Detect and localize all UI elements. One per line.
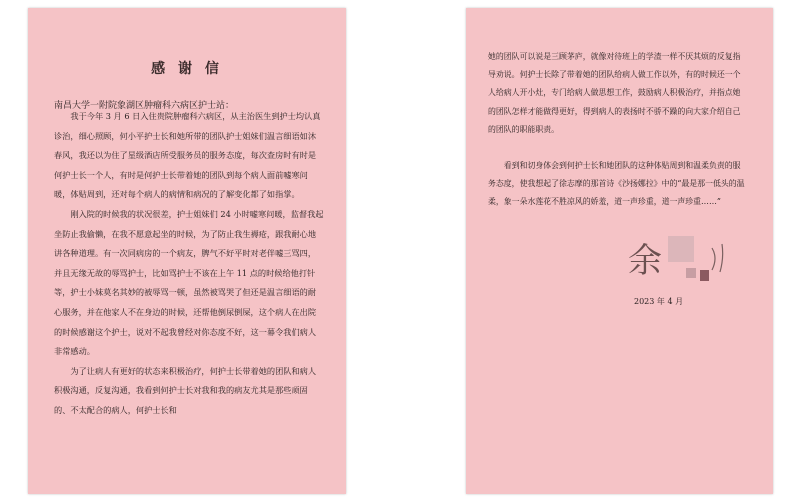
redaction-blur [700,270,709,281]
paragraph: 看到和切身体会到何护士长和她团队的这种体贴周到和温柔负责的服务态度，使我想起了徐志摩的那首诗《沙扬娜拉》中的“最是那一低头的温柔，象一朵水莲花不胜凉风的娇羞，道一声珍重，道一声珍重……” [488,161,745,207]
redaction-blur [686,268,696,278]
redaction-blur [668,236,694,262]
paragraph: 为了让病人有更好的状态来积极治疗，何护士长带着她的团队和病人积极沟通，反复沟通，我看到何护士长对我和我的病友尤其是那些顽固的、不太配合的病人，何护士长和 [54,365,317,415]
letter-page-left [28,8,346,494]
letter-body-left [54,107,324,421]
letter-page-right [466,8,773,494]
letter-title: 感 谢 信 [151,61,223,77]
paragraph: 刚入院的时候我的状况很差，护士姐妹们 24 小时嘘寒问暖，监督我起坐防止我偷懒，在我不愿意起坐的时候，为了防止我生褥疮，跟我耐心地讲各种道理。有一次同病房的一个病友，脾气不好平时对老伴嘘三骂四，并且无缘无故的辱骂护士，比如骂护士不该在上午 11 点的时候给他打针等，护士小妹莫名其妙的被辱骂一顿，虽然被骂哭了但还是温言细语的耐心服务，并在他家人不在身边的时候，还帮他倒尿倒屎，这个病人在出院的时候感谢这个护士，说对不起我曾经对你态度不好，这一幕令我们病人非常感动。 [54,208,324,357]
salutation: 南昌大学一附院象湖区肿瘤科六病区护士站： [54,101,235,111]
signature-stroke [712,244,723,272]
paragraph: 我于今年 3 月 6 日入住贵院肿瘤科六病区，从主治医生到护士均认真诊治，细心照顾，何小平护士长和她所带的团队护士姐妹们温言细语如沐春风，我还以为住了星级酒店所受服务员的服务态度，每次查房时有时是何护士长一个人，有时是何护士长带着她的团队到每个病人面前嘘寒问暖，体贴周到，还对每个病人的病情和病况的了解变化都了如指掌。 [54,111,321,200]
signature-glyph: 余 [628,241,662,281]
handwritten-signature [626,230,746,300]
letter-date: 2023 年 4 月 [634,297,684,306]
letter-body-right [488,48,746,212]
paragraph: 她的团队可以说是三顾茅庐，就像对待班上的学渣一样不厌其烦的反复指导劝说。何护士长除了带着她的团队给病人做工作以外，有的时候还一个人给病人开小灶，专门给病人做思想工作，鼓励病人积极治疗，并指点她的团队怎样才能做得更好，得到病人的表扬时不骄不躁的向大家介绍自己的团队的职能职责。 [488,52,741,134]
